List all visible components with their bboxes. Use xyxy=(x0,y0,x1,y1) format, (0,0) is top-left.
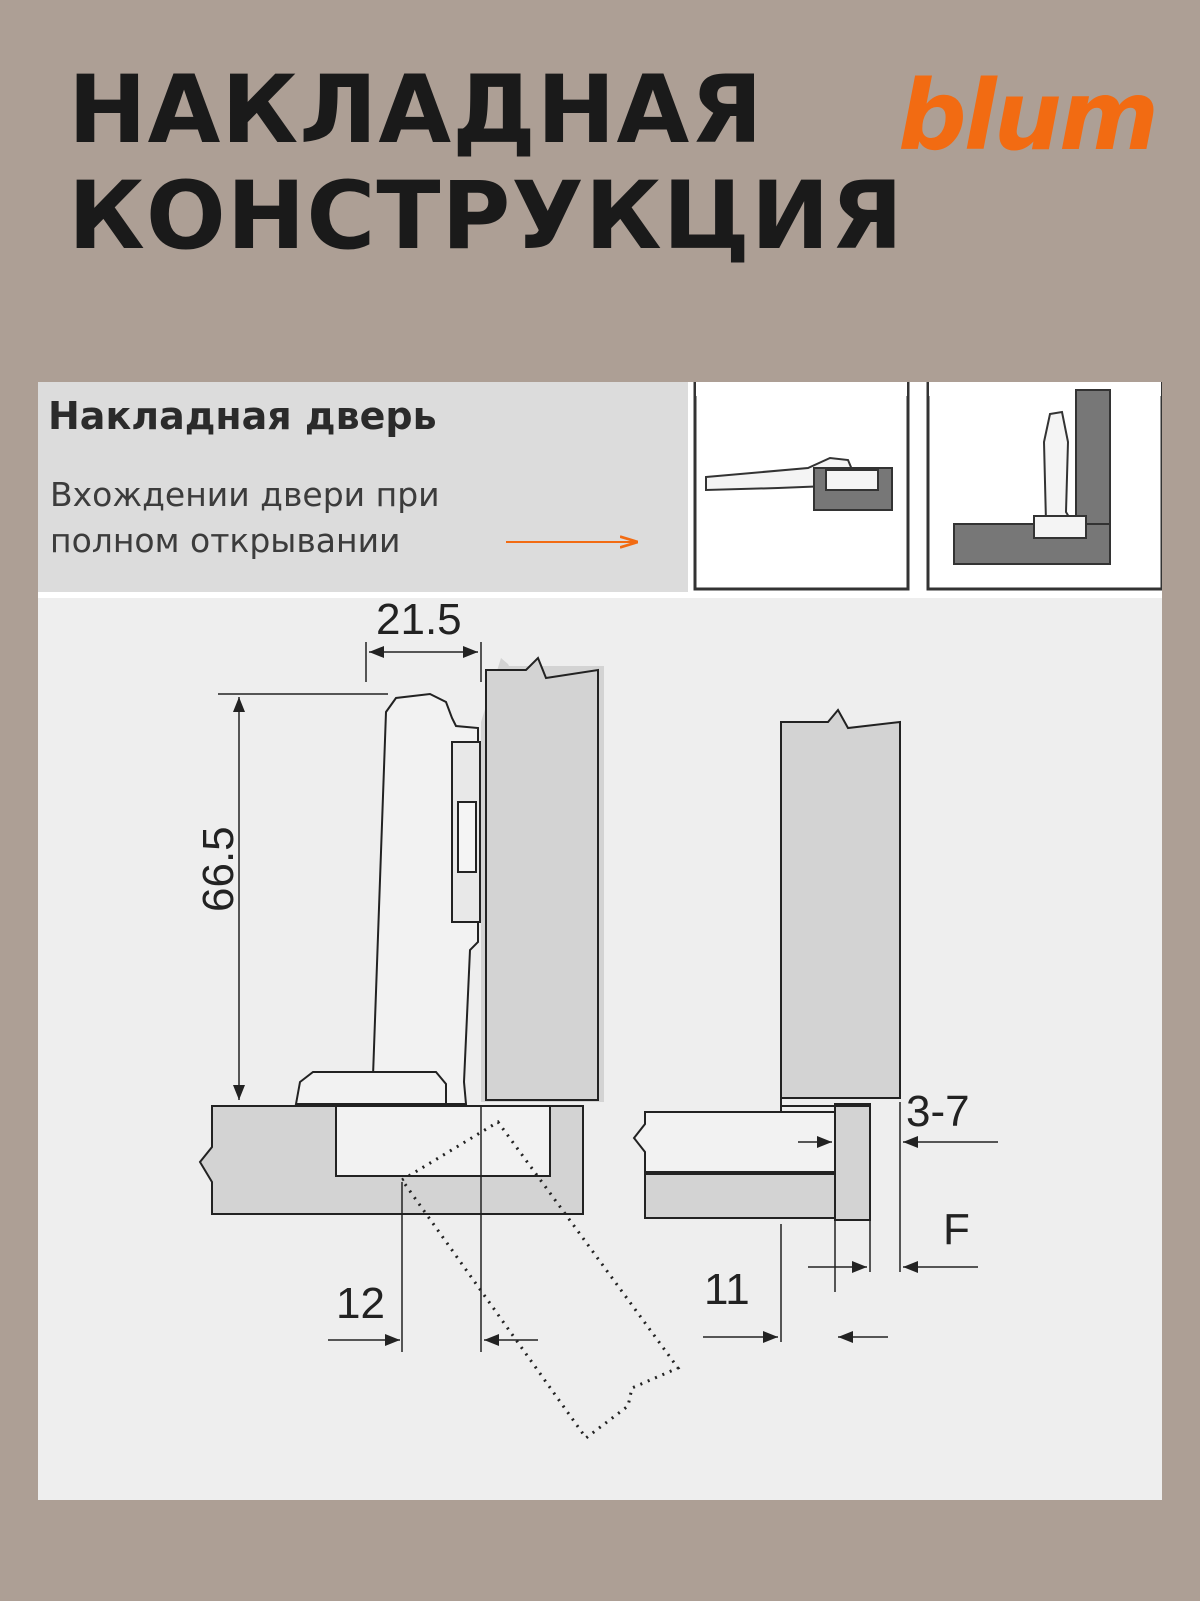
dim-12: 12 xyxy=(336,1279,385,1328)
dim-3-7: 3-7 xyxy=(906,1087,970,1136)
dim-66-5: 66.5 xyxy=(194,826,243,912)
brand-logo: blum xyxy=(898,60,1156,172)
dim-11: 11 xyxy=(704,1265,750,1314)
diagram-svg xyxy=(38,382,1162,1500)
thumbnail-open xyxy=(695,382,908,589)
left-drawing xyxy=(200,642,678,1438)
dim-21-5: 21.5 xyxy=(376,595,462,644)
diagram-panel xyxy=(38,382,1162,1500)
title-line-2: КОНСТРУКЦИЯ xyxy=(68,162,904,271)
subtitle-line-2: полном открывании xyxy=(50,521,401,560)
thumbnail-closed xyxy=(928,382,1162,589)
page-title xyxy=(68,58,904,270)
panel-title: Накладная дверь xyxy=(48,394,437,438)
title-line-1: НАКЛАДНАЯ xyxy=(68,56,764,165)
dim-f: F xyxy=(943,1205,970,1254)
subtitle-line-1: Вхождении двери при xyxy=(50,475,440,514)
